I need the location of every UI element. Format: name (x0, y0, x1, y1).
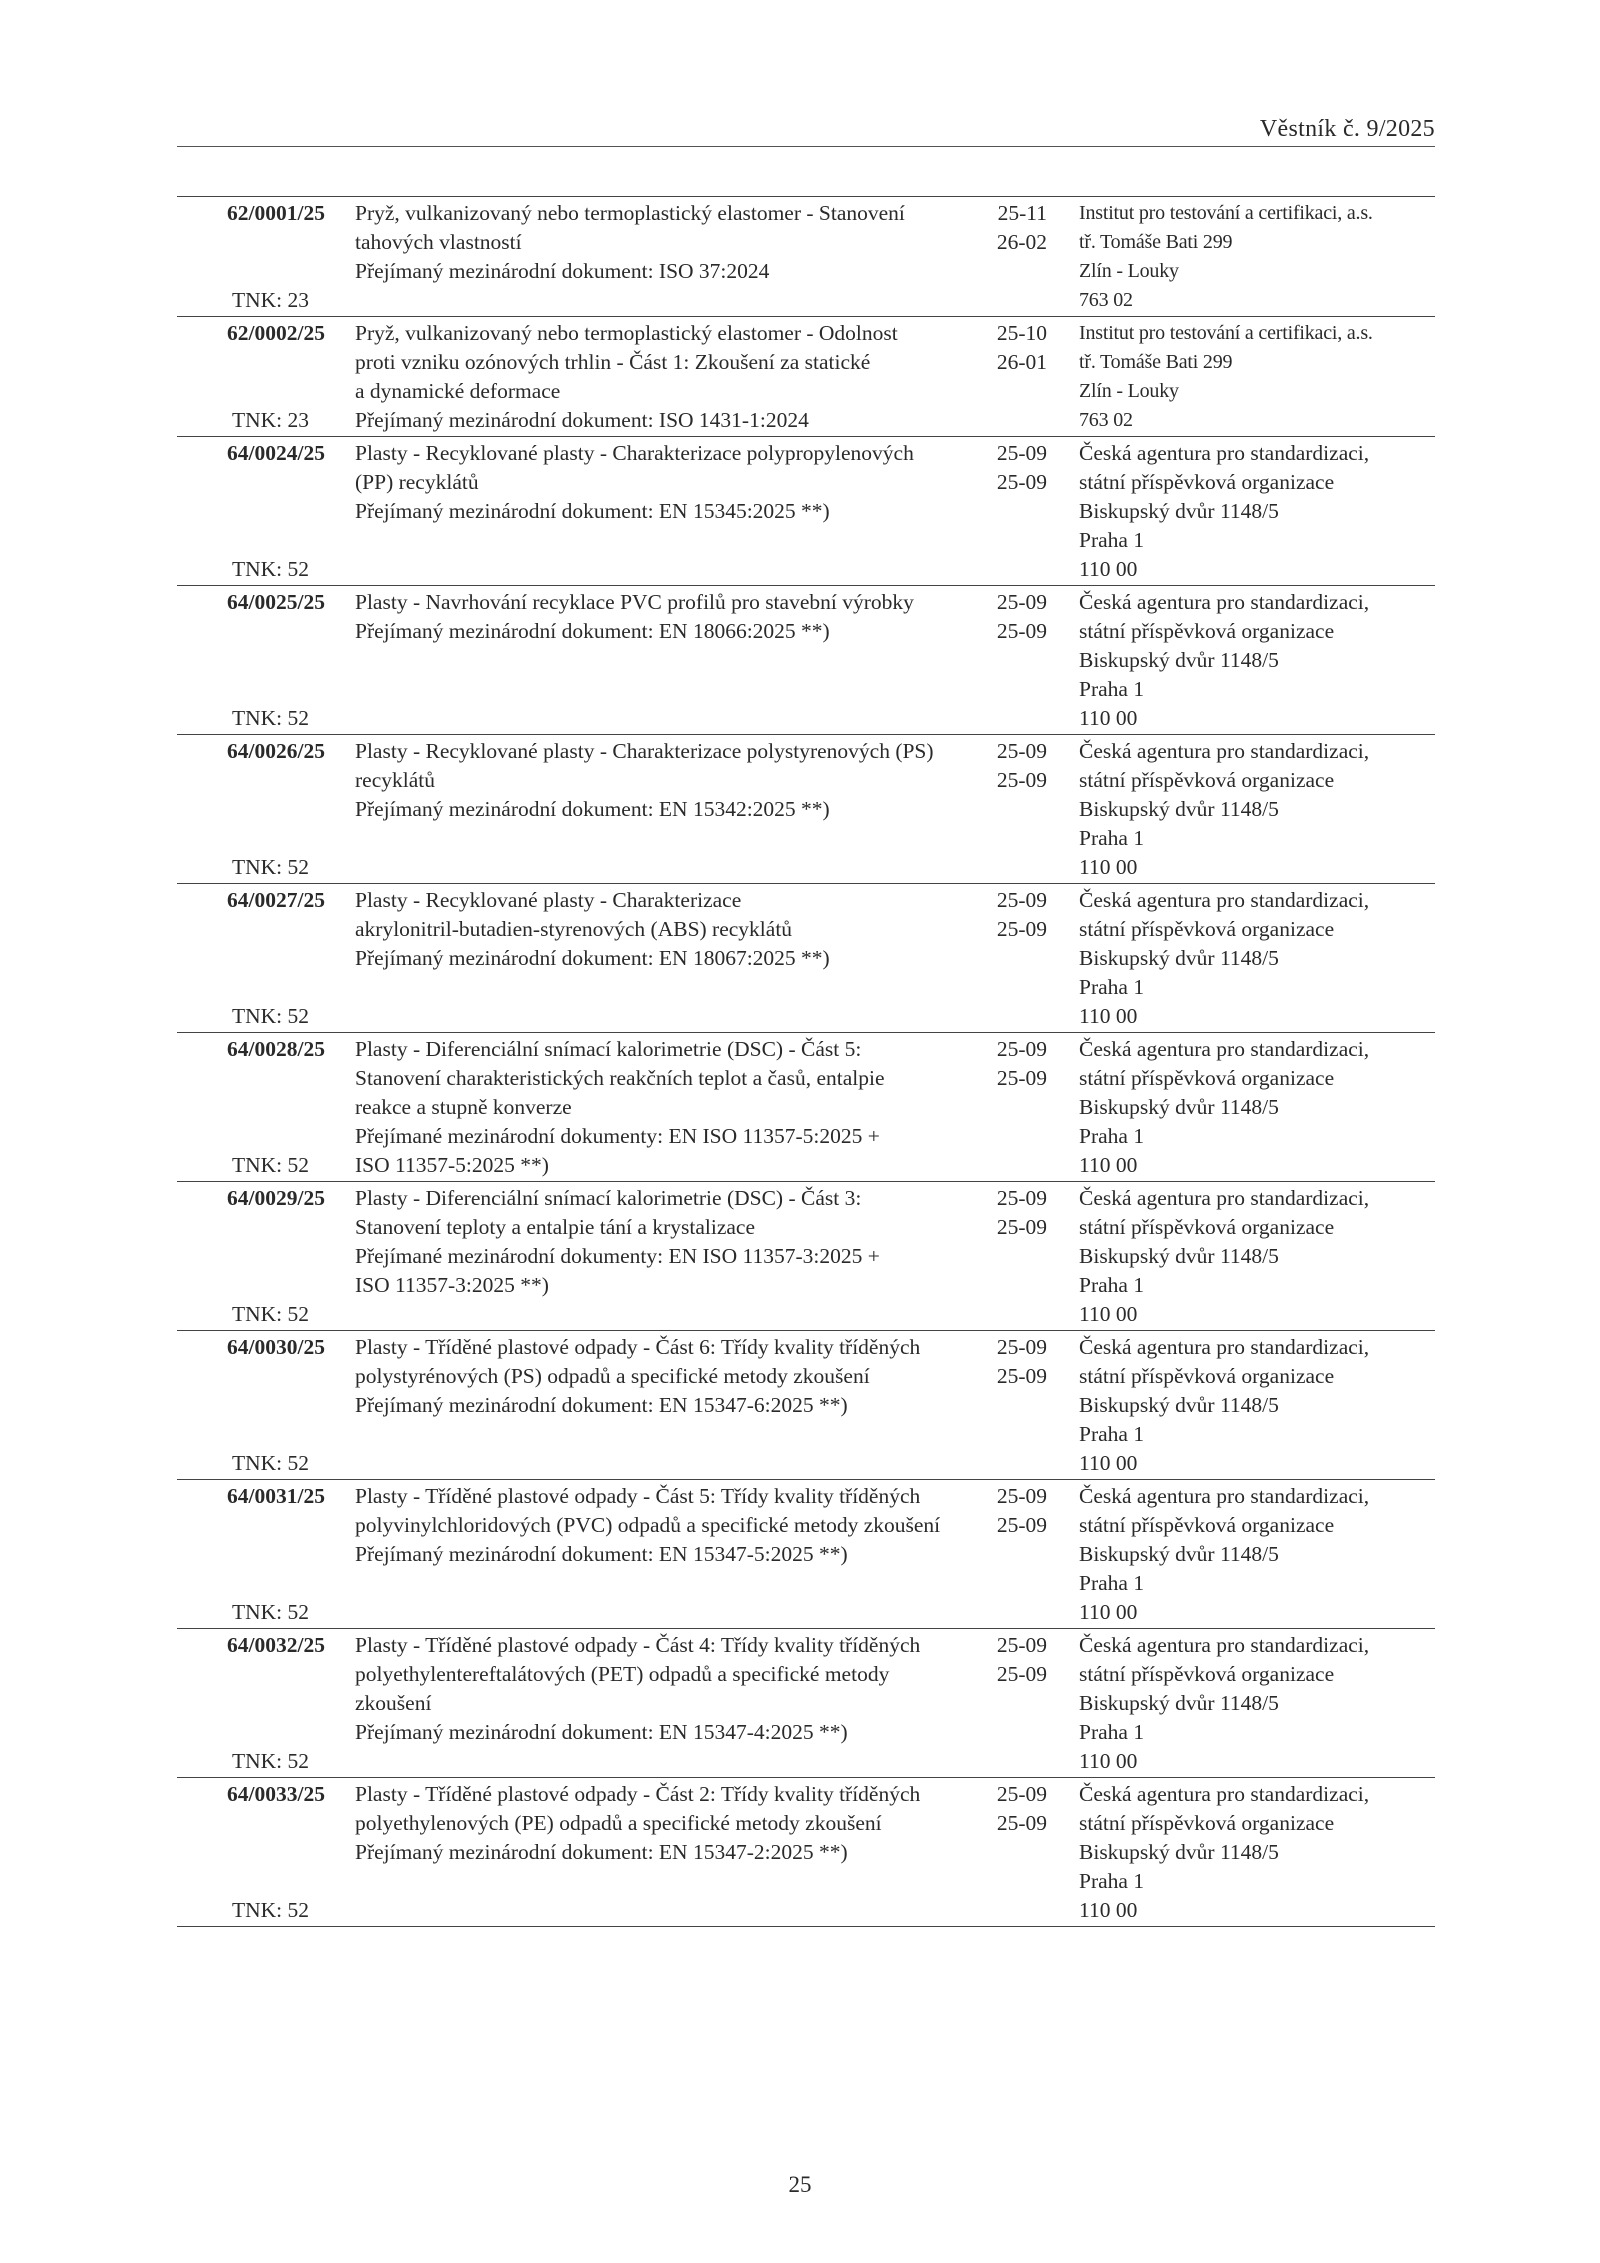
entry-organization-line: Zlín - Louky (1079, 260, 1179, 282)
entry-organization-line: Biskupský dvůr 1148/5 (1079, 1840, 1279, 1864)
entry-date: 25-11 (997, 201, 1047, 225)
standards-list (177, 196, 1435, 1927)
entry-title (333, 199, 993, 315)
entry-organization-line: 110 00 (1079, 1153, 1138, 1177)
entry-id-column (177, 737, 333, 882)
entry-organization-line: tř. Tomáše Bati 299 (1079, 231, 1233, 253)
entry-organization (1067, 886, 1427, 1031)
entry-dates (993, 1631, 1067, 1776)
entry-organization-line: Praha 1 (1079, 1571, 1145, 1595)
entry-title-line: Přejímaný mezinárodní dokument: EN 18066:2025 **) (355, 619, 830, 643)
entry-organization (1067, 1482, 1427, 1627)
entry-dates (993, 886, 1067, 1031)
entry-id-column (177, 886, 333, 1031)
entry-title-line: Přejímaný mezinárodní dokument: EN 15342:2025 **) (355, 797, 830, 821)
entry-date: 26-01 (996, 350, 1047, 374)
entry-date: 25-09 (996, 1364, 1047, 1388)
entry-organization-line: Biskupský dvůr 1148/5 (1079, 499, 1279, 523)
entry-organization (1067, 737, 1427, 882)
entry-title (333, 319, 993, 435)
entry-organization-line: Česká agentura pro standardizaci, (1079, 590, 1370, 614)
entry-code: 64/0031/25 (227, 1484, 325, 1508)
entry-organization-line: 110 00 (1079, 1451, 1138, 1475)
entry-dates (993, 1482, 1067, 1627)
entry-organization-line: 110 00 (1079, 1004, 1138, 1028)
entry-title-line: polyvinylchloridových (PVC) odpadů a specifické metody zkoušení (355, 1513, 941, 1537)
entry-organization-line: Biskupský dvůr 1148/5 (1079, 1095, 1279, 1119)
entry-id-column (177, 199, 333, 315)
entry-title-line: Plasty - Recyklované plasty - Charakterizace polystyrenových (PS) (355, 739, 934, 763)
entry-code: 62/0001/25 (227, 201, 325, 225)
entry-dates (993, 1184, 1067, 1329)
entry-title-line: Přejímaný mezinárodní dokument: EN 15347-2:2025 **) (355, 1840, 848, 1864)
entry-organization-line: Praha 1 (1079, 1422, 1145, 1446)
entry-organization-line: 110 00 (1079, 706, 1138, 730)
entry-date: 25-09 (996, 1335, 1047, 1359)
entry-tnk: TNK: 23 (231, 408, 309, 432)
entry-id-column (177, 1482, 333, 1627)
entry-title-line: Plasty - Tříděné plastové odpady - Část 5: Třídy kvality tříděných (355, 1484, 921, 1508)
entry-title (333, 588, 993, 733)
entry-organization-line: Česká agentura pro standardizaci, (1079, 1782, 1370, 1806)
entry-code: 64/0024/25 (227, 441, 325, 465)
entry-code: 64/0025/25 (227, 590, 325, 614)
entry-organization-line: Institut pro testování a certifikaci, a.s. (1079, 202, 1373, 224)
entry-title-line: zkoušení (355, 1691, 432, 1715)
entry-organization (1067, 1333, 1427, 1478)
entry-title-line: ISO 11357-5:2025 **) (355, 1153, 549, 1177)
entry-dates (993, 319, 1067, 435)
entry-date: 25-09 (996, 1811, 1047, 1835)
entry-id-column (177, 1333, 333, 1478)
entry-title-line: Stanovení teploty a entalpie tání a krystalizace (355, 1215, 755, 1239)
entry-title-line: Přejímaný mezinárodní dokument: EN 15345:2025 **) (355, 499, 830, 523)
standard-entry (177, 1628, 1435, 1777)
entry-title-line: Přejímaný mezinárodní dokument: EN 15347-6:2025 **) (355, 1393, 848, 1417)
entry-code: 64/0027/25 (227, 888, 325, 912)
entry-date: 25-09 (996, 1215, 1047, 1239)
entry-date: 25-09 (996, 619, 1047, 643)
entry-code: 62/0002/25 (227, 321, 325, 345)
entry-code: 64/0030/25 (227, 1335, 325, 1359)
entry-organization-line: Biskupský dvůr 1148/5 (1079, 1393, 1279, 1417)
entry-organization-line: 110 00 (1079, 557, 1138, 581)
entry-tnk: TNK: 52 (231, 1451, 309, 1475)
entry-tnk: TNK: 52 (231, 1302, 309, 1326)
entry-organization-line: Praha 1 (1079, 677, 1145, 701)
entry-title-line: Plasty - Navrhování recyklace PVC profilů pro stavební výrobky (355, 590, 914, 614)
entry-dates (993, 737, 1067, 882)
entry-title-line: Přejímaný mezinárodní dokument: EN 15347-4:2025 **) (355, 1720, 848, 1744)
entry-organization-line: Česká agentura pro standardizaci, (1079, 1037, 1370, 1061)
entry-title (333, 439, 993, 584)
entry-dates (993, 1333, 1067, 1478)
standard-entry (177, 1330, 1435, 1479)
entry-date: 25-09 (996, 1633, 1047, 1657)
entry-title-line: Plasty - Tříděné plastové odpady - Část 4: Třídy kvality tříděných (355, 1633, 921, 1657)
entry-organization-line: Praha 1 (1079, 826, 1145, 850)
entry-title-line: recyklátů (355, 768, 435, 792)
entry-organization-line: Biskupský dvůr 1148/5 (1079, 1691, 1279, 1715)
entry-title-line: Přejímané mezinárodní dokumenty: EN ISO 11357-5:2025 + (355, 1124, 880, 1148)
entry-organization-line: Česká agentura pro standardizaci, (1079, 1633, 1370, 1657)
entry-id-column (177, 439, 333, 584)
entry-organization-line: státní příspěvková organizace (1079, 917, 1335, 941)
entry-id-column (177, 1631, 333, 1776)
entry-title-line: Přejímaný mezinárodní dokument: ISO 1431-1:2024 (355, 408, 809, 432)
entry-date: 25-09 (996, 1662, 1047, 1686)
entry-title-line: (PP) recyklátů (355, 470, 479, 494)
entry-title-line: tahových vlastností (355, 230, 522, 254)
standard-entry (177, 1181, 1435, 1330)
entry-organization-line: Zlín - Louky (1079, 380, 1179, 402)
entry-title-line: ISO 11357-3:2025 **) (355, 1273, 549, 1297)
entry-organization (1067, 1780, 1427, 1925)
entry-title-line: Plasty - Recyklované plasty - Charakterizace polypropylenových (355, 441, 914, 465)
entry-date: 26-02 (996, 230, 1047, 254)
entry-title (333, 1035, 993, 1180)
entry-tnk: TNK: 52 (231, 1153, 309, 1177)
entry-date: 25-09 (996, 739, 1047, 763)
entry-title-line: Pryž, vulkanizovaný nebo termoplastický elastomer - Stanovení (355, 201, 905, 225)
entry-title-line: Přejímaný mezinárodní dokument: EN 15347-5:2025 **) (355, 1542, 848, 1566)
entry-organization-line: 110 00 (1079, 855, 1138, 879)
entry-organization-line: Biskupský dvůr 1148/5 (1079, 946, 1279, 970)
entry-title (333, 1631, 993, 1776)
entry-organization-line: Praha 1 (1079, 1869, 1145, 1893)
entry-title-line: Stanovení charakteristických reakčních teplot a časů, entalpie (355, 1066, 885, 1090)
entry-tnk: TNK: 52 (231, 557, 309, 581)
entry-tnk: TNK: 52 (231, 1898, 309, 1922)
entry-date: 25-09 (996, 1186, 1047, 1210)
entry-organization-line: 110 00 (1079, 1302, 1138, 1326)
entry-organization (1067, 439, 1427, 584)
entry-dates (993, 1035, 1067, 1180)
entry-tnk: TNK: 52 (231, 1600, 309, 1624)
entry-tnk: TNK: 52 (231, 706, 309, 730)
entry-organization-line: Česká agentura pro standardizaci, (1079, 739, 1370, 763)
entry-dates (993, 199, 1067, 315)
entry-title-line: polystyrénových (PS) odpadů a specifické metody zkoušení (355, 1364, 870, 1388)
entry-organization-line: státní příspěvková organizace (1079, 1364, 1335, 1388)
entry-date: 25-09 (996, 1513, 1047, 1537)
entry-title-line: polyethylentereftalátových (PET) odpadů a specifické metody (355, 1662, 890, 1686)
entry-organization-line: Biskupský dvůr 1148/5 (1079, 797, 1279, 821)
entry-organization (1067, 588, 1427, 733)
entry-tnk: TNK: 52 (231, 1004, 309, 1028)
entry-organization (1067, 1035, 1427, 1180)
entry-organization-line: Praha 1 (1079, 528, 1145, 552)
page-header: Věstník č. 9/2025 (1259, 116, 1435, 142)
entry-dates (993, 588, 1067, 733)
entry-date: 25-09 (996, 888, 1047, 912)
entry-organization-line: státní příspěvková organizace (1079, 1662, 1335, 1686)
entry-title-line: Pryž, vulkanizovaný nebo termoplastický elastomer - Odolnost (355, 321, 898, 345)
standard-entry (177, 585, 1435, 734)
entry-dates (993, 439, 1067, 584)
entry-organization-line: státní příspěvková organizace (1079, 619, 1335, 643)
entry-tnk: TNK: 52 (231, 1749, 309, 1773)
page-number: 25 (788, 2172, 812, 2197)
standard-entry (177, 734, 1435, 883)
entry-organization-line: 110 00 (1079, 1600, 1138, 1624)
entry-date: 25-09 (996, 441, 1047, 465)
entry-organization-line: Biskupský dvůr 1148/5 (1079, 1244, 1279, 1268)
entry-tnk: TNK: 23 (231, 288, 309, 312)
entry-title-line: Plasty - Diferenciální snímací kalorimetrie (DSC) - Část 5: (355, 1037, 862, 1061)
entry-organization (1067, 199, 1427, 315)
entry-organization-line: Institut pro testování a certifikaci, a.s. (1079, 322, 1373, 344)
entry-title-line: reakce a stupně konverze (355, 1095, 572, 1119)
entry-organization-line: Praha 1 (1079, 1720, 1145, 1744)
entry-organization-line: Česká agentura pro standardizaci, (1079, 441, 1370, 465)
entry-title (333, 1482, 993, 1627)
entry-title (333, 886, 993, 1031)
entry-title-line: a dynamické deformace (355, 379, 561, 403)
entry-organization-line: tř. Tomáše Bati 299 (1079, 351, 1233, 373)
entry-tnk: TNK: 52 (231, 855, 309, 879)
entry-organization-line: Praha 1 (1079, 975, 1145, 999)
entry-organization-line: Česká agentura pro standardizaci, (1079, 1484, 1370, 1508)
entry-organization (1067, 319, 1427, 435)
entry-organization-line: 763 02 (1079, 289, 1133, 311)
standard-entry (177, 1479, 1435, 1628)
entry-organization-line: Česká agentura pro standardizaci, (1079, 888, 1370, 912)
entry-id-column (177, 1184, 333, 1329)
entry-title-line: polyethylenových (PE) odpadů a specifické metody zkoušení (355, 1811, 882, 1835)
entry-organization-line: 110 00 (1079, 1749, 1138, 1773)
entry-title-line: akrylonitril-butadien-styrenových (ABS) recyklátů (355, 917, 793, 941)
entry-code: 64/0029/25 (227, 1186, 325, 1210)
entry-organization (1067, 1184, 1427, 1329)
entry-id-column (177, 319, 333, 435)
entry-title-line: Plasty - Diferenciální snímací kalorimetrie (DSC) - Část 3: (355, 1186, 862, 1210)
entry-title-line: Plasty - Tříděné plastové odpady - Část 2: Třídy kvality tříděných (355, 1782, 921, 1806)
entry-organization-line: Biskupský dvůr 1148/5 (1079, 648, 1279, 672)
entry-organization-line: státní příspěvková organizace (1079, 1066, 1335, 1090)
entry-title (333, 1333, 993, 1478)
entry-title (333, 1184, 993, 1329)
entry-date: 25-09 (996, 590, 1047, 614)
entry-organization-line: státní příspěvková organizace (1079, 768, 1335, 792)
header-divider (177, 146, 1435, 147)
entry-title-line: proti vzniku ozónových trhlin - Část 1: Zkoušení za statické (355, 350, 871, 374)
entry-organization-line: Praha 1 (1079, 1124, 1145, 1148)
entry-organization-line: Česká agentura pro standardizaci, (1079, 1186, 1370, 1210)
entry-title-line: Přejímaný mezinárodní dokument: EN 18067:2025 **) (355, 946, 830, 970)
entry-id-column (177, 1035, 333, 1180)
entry-id-column (177, 1780, 333, 1925)
entry-title (333, 737, 993, 882)
entry-organization-line: státní příspěvková organizace (1079, 1215, 1335, 1239)
entry-title (333, 1780, 993, 1925)
standard-entry (177, 316, 1435, 436)
entry-organization-line: státní příspěvková organizace (1079, 1513, 1335, 1537)
entry-date: 25-09 (996, 1782, 1047, 1806)
entry-id-column (177, 588, 333, 733)
standard-entry (177, 1777, 1435, 1927)
entry-code: 64/0033/25 (227, 1782, 325, 1806)
standard-entry (177, 196, 1435, 316)
entry-date: 25-09 (996, 1037, 1047, 1061)
entry-title-line: Plasty - Tříděné plastové odpady - Část 6: Třídy kvality tříděných (355, 1335, 921, 1359)
standard-entry (177, 436, 1435, 585)
entry-organization-line: státní příspěvková organizace (1079, 470, 1335, 494)
entry-date: 25-09 (996, 470, 1047, 494)
entry-date: 25-09 (996, 768, 1047, 792)
entry-organization-line: Biskupský dvůr 1148/5 (1079, 1542, 1279, 1566)
entry-date: 25-09 (996, 917, 1047, 941)
entry-date: 25-09 (996, 1066, 1047, 1090)
standard-entry (177, 1032, 1435, 1181)
entry-organization (1067, 1631, 1427, 1776)
entry-organization-line: 110 00 (1079, 1898, 1138, 1922)
entry-date: 25-10 (996, 321, 1047, 345)
entry-date: 25-09 (996, 1484, 1047, 1508)
entry-organization-line: státní příspěvková organizace (1079, 1811, 1335, 1835)
standard-entry (177, 883, 1435, 1032)
entry-code: 64/0032/25 (227, 1633, 325, 1657)
entry-title-line: Přejímané mezinárodní dokumenty: EN ISO 11357-3:2025 + (355, 1244, 880, 1268)
entry-title-line: Přejímaný mezinárodní dokument: ISO 37:2024 (355, 259, 770, 283)
entry-code: 64/0028/25 (227, 1037, 325, 1061)
entry-title-line: Plasty - Recyklované plasty - Charakterizace (355, 888, 742, 912)
entry-code: 64/0026/25 (227, 739, 325, 763)
entry-dates (993, 1780, 1067, 1925)
entry-organization-line: Praha 1 (1079, 1273, 1145, 1297)
entry-organization-line: Česká agentura pro standardizaci, (1079, 1335, 1370, 1359)
entry-organization-line: 763 02 (1079, 409, 1133, 431)
